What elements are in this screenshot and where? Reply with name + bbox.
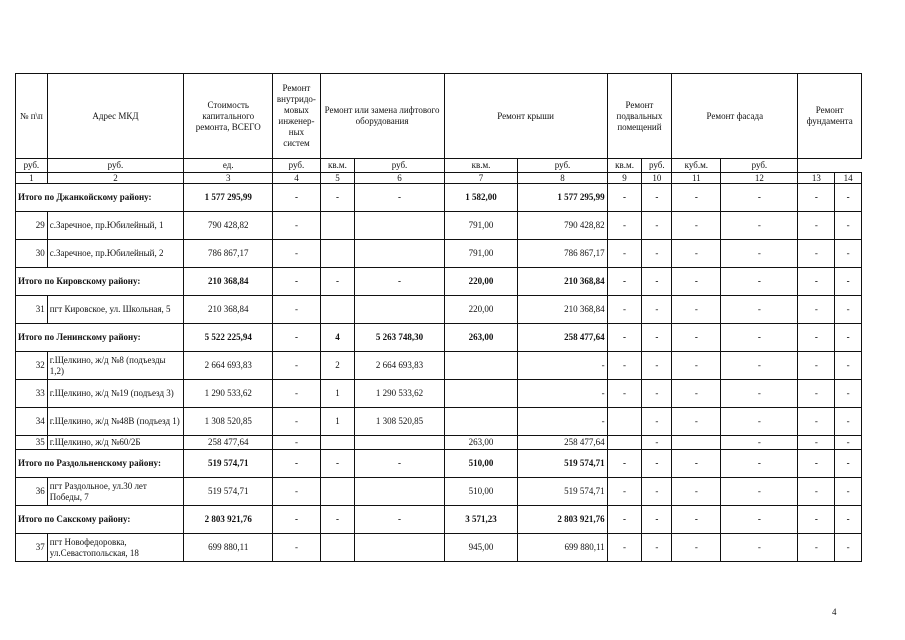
value-cell: - bbox=[798, 478, 835, 506]
value-cell: - bbox=[672, 408, 721, 436]
table-row bbox=[16, 212, 862, 240]
value-cell: - bbox=[798, 380, 835, 408]
capital-repair-table bbox=[15, 73, 862, 562]
value-cell: - bbox=[273, 296, 320, 324]
value-cell: 263,00 bbox=[444, 324, 518, 352]
value-cell: - bbox=[798, 296, 835, 324]
address-cell: пгт Раздольное, ул.30 лет Победы, 7 bbox=[47, 478, 183, 506]
value-cell: 5 522 225,94 bbox=[184, 324, 273, 352]
value-cell: - bbox=[798, 506, 835, 534]
value-cell: - bbox=[642, 240, 672, 268]
value-cell: - bbox=[721, 436, 798, 450]
value-cell: - bbox=[798, 450, 835, 478]
value-cell: - bbox=[721, 240, 798, 268]
value-cell: - bbox=[721, 380, 798, 408]
value-cell: - bbox=[607, 296, 642, 324]
value-cell: 3 571,23 bbox=[444, 506, 518, 534]
column-number: 5 bbox=[320, 173, 355, 184]
value-cell: 790 428,82 bbox=[184, 212, 273, 240]
column-number: 7 bbox=[444, 173, 518, 184]
value-cell bbox=[607, 408, 642, 436]
value-cell: - bbox=[607, 268, 642, 296]
value-cell: 210 368,84 bbox=[518, 296, 607, 324]
value-cell: - bbox=[273, 268, 320, 296]
row-number: 35 bbox=[16, 436, 48, 450]
value-cell: - bbox=[607, 212, 642, 240]
unit-cell: куб.м. bbox=[672, 159, 721, 173]
value-cell: - bbox=[835, 380, 862, 408]
header-facade: Ремонт фасада bbox=[672, 74, 798, 159]
value-cell: 791,00 bbox=[444, 212, 518, 240]
value-cell: - bbox=[273, 534, 320, 562]
column-number: 3 bbox=[184, 173, 273, 184]
row-number: 29 bbox=[16, 212, 48, 240]
header-cost: Стоимость капитального ремонта, ВСЕГО bbox=[184, 74, 273, 159]
unit-cell: руб. bbox=[518, 159, 607, 173]
district-total-label: Итого по Ленинскому району: bbox=[16, 324, 184, 352]
value-cell: - bbox=[642, 324, 672, 352]
value-cell: - bbox=[798, 324, 835, 352]
value-cell: - bbox=[798, 184, 835, 212]
table-row bbox=[16, 296, 862, 324]
value-cell: 786 867,17 bbox=[518, 240, 607, 268]
value-cell bbox=[320, 240, 355, 268]
value-cell: - bbox=[642, 534, 672, 562]
value-cell: - bbox=[273, 352, 320, 380]
district-total-row bbox=[16, 506, 862, 534]
value-cell: 1 bbox=[320, 380, 355, 408]
value-cell: 1 290 533,62 bbox=[355, 380, 444, 408]
value-cell: - bbox=[273, 450, 320, 478]
table-row bbox=[16, 408, 862, 436]
value-cell: - bbox=[355, 268, 444, 296]
value-cell: 699 880,11 bbox=[518, 534, 607, 562]
value-cell: - bbox=[273, 436, 320, 450]
row-number: 33 bbox=[16, 380, 48, 408]
value-cell: - bbox=[672, 268, 721, 296]
address-cell: с.Заречное, пр.Юбилейный, 1 bbox=[47, 212, 183, 240]
header-address: Адрес МКД bbox=[47, 74, 183, 159]
value-cell: - bbox=[642, 184, 672, 212]
value-cell bbox=[355, 436, 444, 450]
value-cell: - bbox=[721, 506, 798, 534]
unit-cell: кв.м. bbox=[444, 159, 518, 173]
address-cell: г.Щелкино, ж/д №60/2Б bbox=[47, 436, 183, 450]
value-cell: 510,00 bbox=[444, 478, 518, 506]
value-cell: - bbox=[672, 534, 721, 562]
table-row bbox=[16, 380, 862, 408]
value-cell bbox=[355, 478, 444, 506]
value-cell: - bbox=[642, 352, 672, 380]
value-cell: - bbox=[642, 478, 672, 506]
value-cell: 519 574,71 bbox=[184, 450, 273, 478]
value-cell: - bbox=[273, 408, 320, 436]
value-cell: - bbox=[607, 240, 642, 268]
value-cell: - bbox=[721, 408, 798, 436]
value-cell: - bbox=[607, 506, 642, 534]
value-cell: - bbox=[672, 506, 721, 534]
value-cell bbox=[355, 296, 444, 324]
column-number: 13 bbox=[798, 173, 835, 184]
value-cell: - bbox=[721, 184, 798, 212]
value-cell bbox=[444, 380, 518, 408]
value-cell: 699 880,11 bbox=[184, 534, 273, 562]
value-cell: - bbox=[273, 240, 320, 268]
value-cell: - bbox=[672, 324, 721, 352]
column-number: 9 bbox=[607, 173, 642, 184]
value-cell: - bbox=[273, 506, 320, 534]
value-cell bbox=[607, 436, 642, 450]
value-cell: - bbox=[607, 380, 642, 408]
column-number: 4 bbox=[273, 173, 320, 184]
unit-cell: кв.м. bbox=[607, 159, 642, 173]
value-cell: 210 368,84 bbox=[184, 296, 273, 324]
value-cell: 1 308 520,85 bbox=[355, 408, 444, 436]
unit-cell: руб. bbox=[721, 159, 798, 173]
value-cell: - bbox=[672, 478, 721, 506]
value-cell bbox=[444, 352, 518, 380]
value-cell: 2 803 921,76 bbox=[518, 506, 607, 534]
value-cell: - bbox=[607, 534, 642, 562]
value-cell: - bbox=[355, 184, 444, 212]
column-number: 11 bbox=[672, 173, 721, 184]
value-cell: 1 bbox=[320, 408, 355, 436]
value-cell: 220,00 bbox=[444, 296, 518, 324]
value-cell: - bbox=[798, 352, 835, 380]
value-cell: 2 664 693,83 bbox=[355, 352, 444, 380]
row-number: 34 bbox=[16, 408, 48, 436]
value-cell: - bbox=[798, 240, 835, 268]
column-number: 14 bbox=[835, 173, 862, 184]
value-cell: - bbox=[798, 408, 835, 436]
value-cell: - bbox=[835, 450, 862, 478]
value-cell: - bbox=[642, 450, 672, 478]
row-number: 30 bbox=[16, 240, 48, 268]
unit-cell: руб. bbox=[273, 159, 320, 173]
value-cell: - bbox=[672, 450, 721, 478]
value-cell: 220,00 bbox=[444, 268, 518, 296]
value-cell: - bbox=[721, 268, 798, 296]
value-cell: - bbox=[835, 478, 862, 506]
district-total-label: Итого по Кировскому району: bbox=[16, 268, 184, 296]
value-cell: 2 803 921,76 bbox=[184, 506, 273, 534]
value-cell bbox=[320, 534, 355, 562]
value-cell: - bbox=[518, 408, 607, 436]
unit-cell: руб. bbox=[355, 159, 444, 173]
district-total-label: Итого по Джанкойскому району: bbox=[16, 184, 184, 212]
address-cell: пгт Новофедоровка, ул.Севастопольская, 18 bbox=[47, 534, 183, 562]
value-cell: 1 308 520,85 bbox=[184, 408, 273, 436]
value-cell: 210 368,84 bbox=[518, 268, 607, 296]
value-cell: - bbox=[642, 408, 672, 436]
row-number: 31 bbox=[16, 296, 48, 324]
value-cell: - bbox=[835, 212, 862, 240]
value-cell: 2 664 693,83 bbox=[184, 352, 273, 380]
value-cell: - bbox=[518, 352, 607, 380]
value-cell: - bbox=[835, 240, 862, 268]
value-cell: - bbox=[835, 506, 862, 534]
value-cell: - bbox=[672, 240, 721, 268]
value-cell: - bbox=[672, 296, 721, 324]
value-cell bbox=[355, 212, 444, 240]
value-cell: - bbox=[642, 380, 672, 408]
value-cell: 519 574,71 bbox=[184, 478, 273, 506]
column-number: 1 bbox=[16, 173, 48, 184]
value-cell: - bbox=[798, 436, 835, 450]
value-cell: 510,00 bbox=[444, 450, 518, 478]
value-cell: - bbox=[642, 506, 672, 534]
header-no: № п\п bbox=[16, 74, 48, 159]
value-cell: - bbox=[320, 184, 355, 212]
value-cell bbox=[320, 436, 355, 450]
value-cell bbox=[444, 408, 518, 436]
value-cell: - bbox=[721, 534, 798, 562]
value-cell: 1 577 295,99 bbox=[518, 184, 607, 212]
value-cell: - bbox=[672, 184, 721, 212]
value-cell: - bbox=[835, 184, 862, 212]
value-cell: 1 290 533,62 bbox=[184, 380, 273, 408]
value-cell: 519 574,71 bbox=[518, 478, 607, 506]
value-cell: - bbox=[273, 324, 320, 352]
header-roof: Ремонт крыши bbox=[444, 74, 607, 159]
address-cell: г.Щелкино, ж/д №48В (подъезд 1) bbox=[47, 408, 183, 436]
value-cell: 791,00 bbox=[444, 240, 518, 268]
value-cell: - bbox=[320, 268, 355, 296]
header-basement: Ремонт подвальных помещений bbox=[607, 74, 672, 159]
row-number: 37 bbox=[16, 534, 48, 562]
unit-cell: ед. bbox=[184, 159, 273, 173]
value-cell: - bbox=[721, 296, 798, 324]
column-number-row bbox=[16, 173, 862, 184]
address-cell: г.Щелкино, ж/д №19 (подъезд 3) bbox=[47, 380, 183, 408]
district-total-label: Итого по Раздольненскому району: bbox=[16, 450, 184, 478]
value-cell: - bbox=[721, 352, 798, 380]
value-cell: - bbox=[835, 534, 862, 562]
value-cell: - bbox=[672, 352, 721, 380]
table-row bbox=[16, 352, 862, 380]
value-cell: - bbox=[320, 450, 355, 478]
value-cell: - bbox=[672, 212, 721, 240]
district-total-row bbox=[16, 324, 862, 352]
value-cell: - bbox=[320, 506, 355, 534]
value-cell: 258 477,64 bbox=[518, 324, 607, 352]
header-internal-systems: Ремонт внутридо-мовых инженер-ных систем bbox=[273, 74, 320, 159]
value-cell: - bbox=[835, 436, 862, 450]
value-cell: 790 428,82 bbox=[518, 212, 607, 240]
table-row bbox=[16, 240, 862, 268]
row-number: 36 bbox=[16, 478, 48, 506]
unit-cell: руб. bbox=[47, 159, 183, 173]
unit-cell: руб. bbox=[642, 159, 672, 173]
value-cell: - bbox=[607, 450, 642, 478]
value-cell: - bbox=[273, 478, 320, 506]
value-cell bbox=[320, 212, 355, 240]
value-cell: - bbox=[798, 534, 835, 562]
table-row bbox=[16, 478, 862, 506]
value-cell: 263,00 bbox=[444, 436, 518, 450]
value-cell: - bbox=[721, 212, 798, 240]
table-row bbox=[16, 436, 862, 450]
row-number: 32 bbox=[16, 352, 48, 380]
value-cell: - bbox=[607, 324, 642, 352]
district-total-row bbox=[16, 450, 862, 478]
value-cell: 258 477,64 bbox=[184, 436, 273, 450]
value-cell: - bbox=[607, 478, 642, 506]
value-cell: 945,00 bbox=[444, 534, 518, 562]
value-cell: 1 577 295,99 bbox=[184, 184, 273, 212]
column-number: 2 bbox=[47, 173, 183, 184]
value-cell: - bbox=[835, 408, 862, 436]
value-cell: - bbox=[798, 268, 835, 296]
district-total-label: Итого по Сакскому району: bbox=[16, 506, 184, 534]
value-cell: - bbox=[273, 212, 320, 240]
value-cell: - bbox=[835, 296, 862, 324]
value-cell: 210 368,84 bbox=[184, 268, 273, 296]
address-cell: г.Щелкино, ж/д №8 (подъезды 1,2) bbox=[47, 352, 183, 380]
column-number: 10 bbox=[642, 173, 672, 184]
unit-cell: руб. bbox=[16, 159, 48, 173]
value-cell: - bbox=[355, 450, 444, 478]
district-total-row bbox=[16, 268, 862, 296]
value-cell: - bbox=[355, 506, 444, 534]
header-elevator: Ремонт или замена лифтового оборудования bbox=[320, 74, 444, 159]
district-total-row bbox=[16, 184, 862, 212]
value-cell: - bbox=[798, 212, 835, 240]
value-cell: 2 bbox=[320, 352, 355, 380]
value-cell bbox=[320, 478, 355, 506]
unit-cell: кв.м. bbox=[320, 159, 355, 173]
value-cell: - bbox=[835, 268, 862, 296]
value-cell: - bbox=[273, 184, 320, 212]
value-cell: 519 574,71 bbox=[518, 450, 607, 478]
value-cell: 5 263 748,30 bbox=[355, 324, 444, 352]
table-row bbox=[16, 534, 862, 562]
address-cell: с.Заречное, пр.Юбилейный, 2 bbox=[47, 240, 183, 268]
value-cell: - bbox=[607, 184, 642, 212]
value-cell: - bbox=[518, 380, 607, 408]
header-foundation: Ремонт фундамента bbox=[798, 74, 862, 159]
value-cell: - bbox=[721, 478, 798, 506]
value-cell: 1 582,00 bbox=[444, 184, 518, 212]
value-cell: - bbox=[642, 436, 672, 450]
unit-row bbox=[16, 159, 862, 173]
value-cell: - bbox=[607, 352, 642, 380]
value-cell: 4 bbox=[320, 324, 355, 352]
value-cell bbox=[355, 240, 444, 268]
value-cell bbox=[320, 296, 355, 324]
value-cell: - bbox=[835, 324, 862, 352]
value-cell: - bbox=[642, 296, 672, 324]
value-cell: 786 867,17 bbox=[184, 240, 273, 268]
column-number: 12 bbox=[721, 173, 798, 184]
value-cell bbox=[672, 436, 721, 450]
page-number: 4 bbox=[832, 607, 837, 617]
value-cell: - bbox=[642, 212, 672, 240]
value-cell: 258 477,64 bbox=[518, 436, 607, 450]
column-number: 6 bbox=[355, 173, 444, 184]
value-cell: - bbox=[273, 380, 320, 408]
value-cell bbox=[355, 534, 444, 562]
column-number: 8 bbox=[518, 173, 607, 184]
value-cell: - bbox=[672, 380, 721, 408]
value-cell: - bbox=[721, 324, 798, 352]
value-cell: - bbox=[721, 450, 798, 478]
address-cell: пгт Кировское, ул. Школьная, 5 bbox=[47, 296, 183, 324]
value-cell: - bbox=[835, 352, 862, 380]
value-cell: - bbox=[642, 268, 672, 296]
